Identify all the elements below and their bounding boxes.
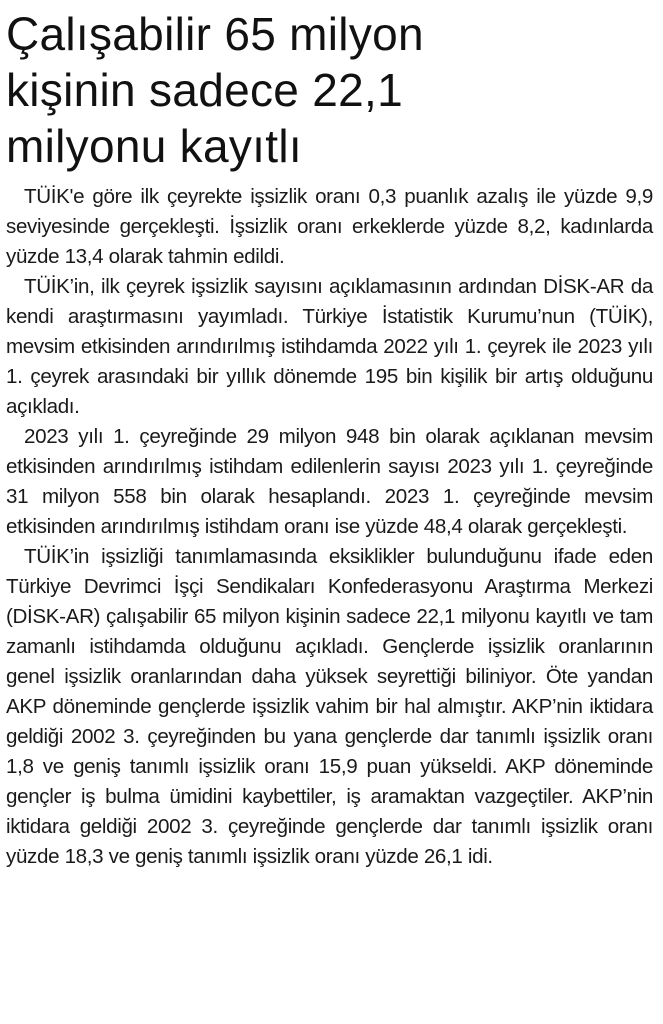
headline-line: kişinin sadece 22,1 bbox=[6, 64, 403, 116]
headline bbox=[6, 0, 653, 174]
article-paragraph: 2023 yılı 1. çeyreğinde 29 milyon 948 bin olarak açıklanan mevsim etkisinden arındırılmış istihdam edilenlerin sayısı 2023 yılı 1. çeyreğinde 31 milyon 558 bin olarak hesaplandı. 2023 1. çeyreğinde mevsim etkisinden arındırılmış istihdam oranı ise yüzde 48,4 olarak gerçekleşti. bbox=[6, 425, 653, 538]
article-paragraph: TÜİK’in işsizliği tanımlamasında eksiklikler bulunduğunu ifade eden Türkiye Devrimci İşçi Sendikaları Konfederasyonu Araştırma Merkezi (DİSK-AR) çalışabilir 65 milyon kişinin sadece 22,1 milyonu kayıtlı ve tam zamanlı istihdamda olduğunu açıkladı. Gençlerde işsizlik oranlarının genel işsizlik oranlarından daha yüksek seyrettiği biliniyor. Öte yandan AKP döneminde gençlerde işsizlik vahim bir hal almıştır. AKP’nin iktidara geldiği 2002 3. çeyreğinden bu yana gençlerde dar tanımlı işsizlik oranı 1,8 ve geniş tanımlı işsizlik oranı 15,9 puan yükseldi. AKP döneminde gençler iş bulma ümidini kaybettiler, iş aramaktan vazgeçtiler. AKP’nin iktidara geldiği 2002 3. çeyreğinde gençlerde dar tanımlı işsizlik oranı yüzde 18,3 ve geniş tanımlı işsizlik oranı yüzde 26,1 idi. bbox=[6, 545, 653, 868]
headline-line: milyonu kayıtlı bbox=[6, 120, 302, 172]
headline-line: Çalışabilir 65 milyon bbox=[6, 8, 424, 60]
article-paragraph: TÜİK'e göre ilk çeyrekte işsizlik oranı 0,3 puanlık azalış ile yüzde 9,9 seviyesinde gerçekleşti. İşsizlik oranı erkeklerde yüzde 8,2, kadınlarda yüzde 13,4 olarak tahmin edildi. bbox=[6, 185, 653, 268]
article-paragraph: TÜİK’in, ilk çeyrek işsizlik sayısını açıklamasının ardından DİSK-AR da kendi araştırmasını yayımladı. Türkiye İstatistik Kurumu’nun (TÜİK), mevsim etkisinden arındırılmış istihdamda 2022 yılı 1. çeyrek ile 2023 yılı 1. çeyrek arasındaki bir yıllık dönemde 195 bin kişilik bir artış olduğunu açıkladı. bbox=[6, 275, 653, 418]
article-body bbox=[6, 182, 653, 872]
